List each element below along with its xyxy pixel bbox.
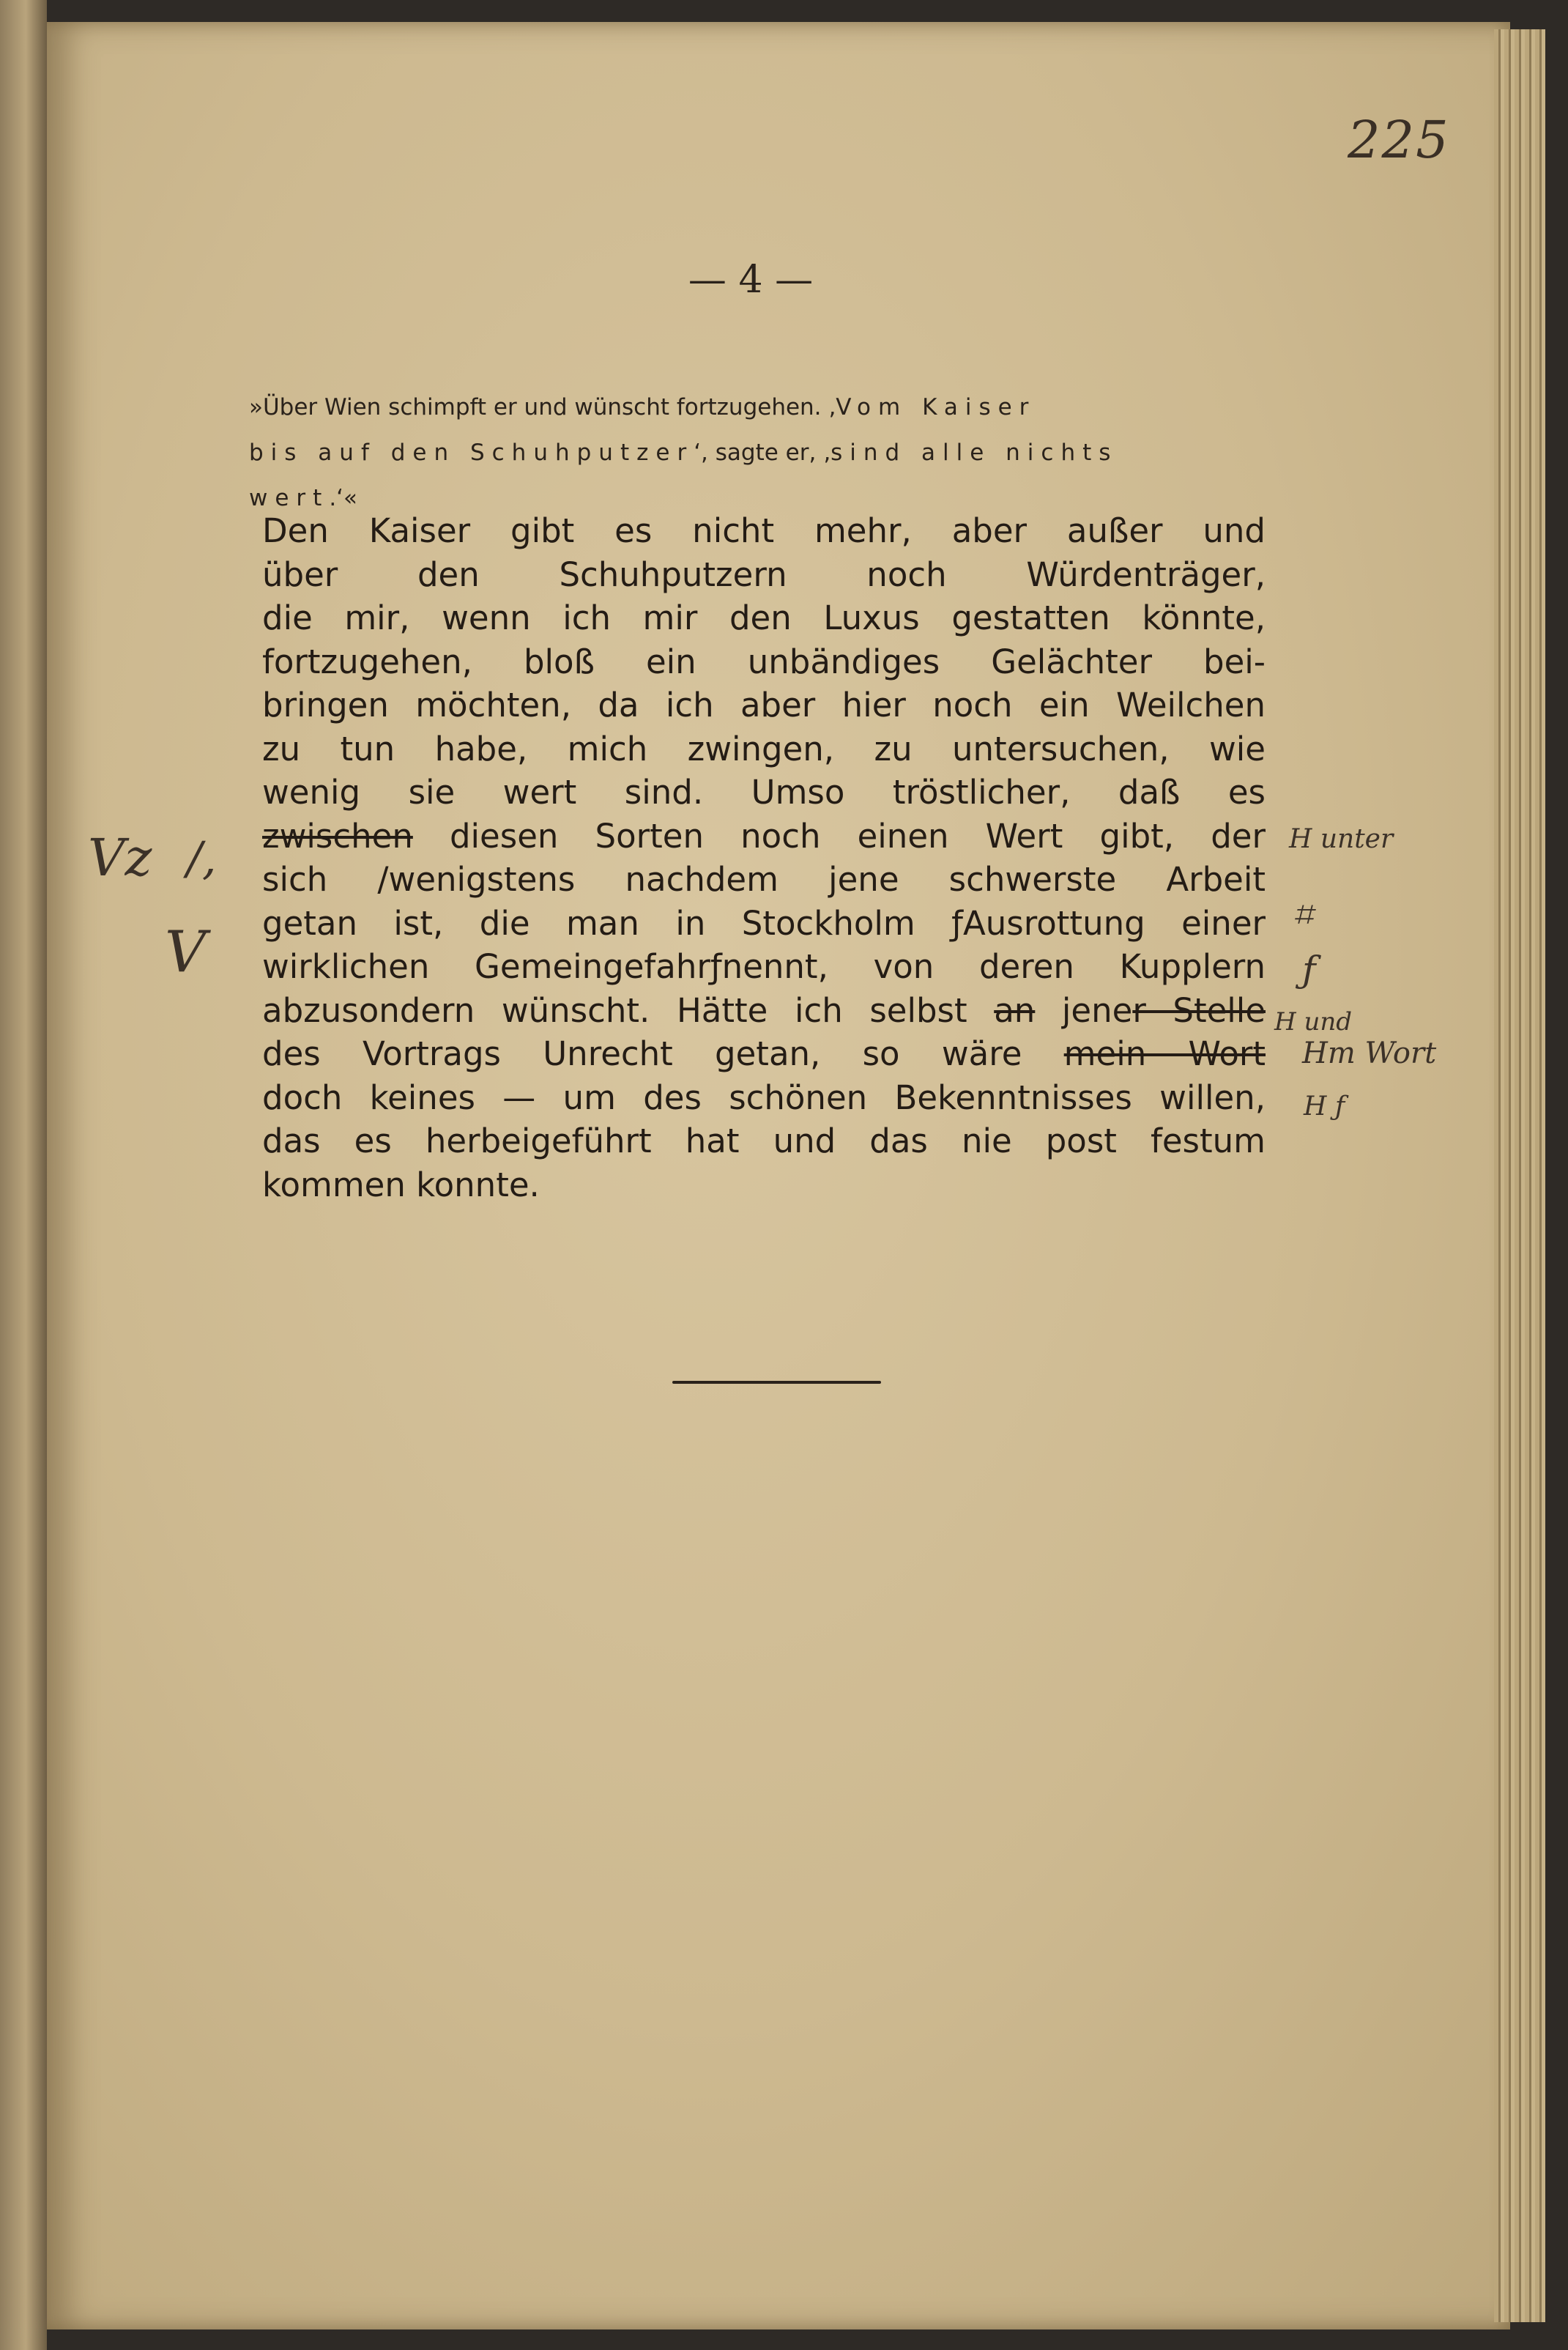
text-line: des Vortrags Unrecht getan, so wäre mein Wort — [262, 1034, 1266, 1073]
margin-note-left: V — [165, 919, 207, 985]
text-line: bringen möchten, da ich aber hier noch ein Weilchen — [262, 686, 1266, 724]
struck-word: zwischen — [262, 816, 413, 856]
margin-note-right: H ƒ — [1304, 1091, 1345, 1122]
quote-line: »Über Wien schimpft er und wünscht fortzugehen. ‚Vom Kaiser — [249, 394, 1036, 420]
text-line: abzusondern wünscht. Hätte ich selbst an jener Stelle — [262, 990, 1266, 1030]
text-line: wirklichen Gemeingefahrƒnennt, von deren Kupplern — [262, 947, 1266, 986]
quote-line: bis auf den Schuhputzer‘, sagte er, ‚sind alle nichts — [249, 440, 1118, 466]
struck-word: mein Wort — [1063, 1034, 1266, 1073]
text-line: getan ist, die man in Stockholm ƒAusrottung einer — [262, 903, 1266, 943]
text-line: die mir, wenn ich mir den Luxus gestatten könnte, — [262, 598, 1266, 637]
text-line: fortzugehen, bloß ein unbändiges Gelächter bei- — [262, 642, 1266, 681]
text-line: zu tun habe, mich zwingen, zu untersuchen, wie — [262, 729, 1266, 768]
quote-line: wert.‘« — [249, 485, 358, 511]
body-paragraph — [262, 509, 1266, 1206]
margin-note-right: H unter — [1289, 824, 1394, 854]
text-line: wenig sie wert sind. Umso tröstlicher, daß es — [262, 773, 1266, 812]
text-line: doch keines — um des schönen Bekenntnisses willen, — [262, 1078, 1266, 1117]
end-rule — [672, 1381, 881, 1384]
struck-word: r Stelle — [1132, 990, 1266, 1030]
page-stack-edge — [1494, 29, 1545, 2322]
facing-page-edge — [0, 0, 47, 2350]
margin-note-left: /, — [187, 831, 217, 885]
text-line: über den Schuhputzern noch Würdenträger, — [262, 555, 1266, 594]
margin-note-right: ⌗ — [1293, 894, 1313, 935]
block-quote — [249, 385, 1282, 521]
margin-note-left: Vz — [88, 828, 152, 888]
text-line: Den Kaiser gibt es nicht mehr, aber außer und — [262, 511, 1266, 550]
margin-note-right: ƒ — [1302, 949, 1316, 991]
text-line: zwischen diesen Sorten noch einen Wert gibt, der — [262, 816, 1266, 856]
folio-number: 225 — [1348, 110, 1450, 170]
margin-note-right: H und — [1274, 1007, 1353, 1037]
page-number: — 4 — — [688, 258, 814, 302]
text-line: das es herbeigeführt hat und das nie post festum — [262, 1122, 1266, 1160]
text-line: kommen konnte. — [262, 1165, 540, 1204]
margin-note-right: Hm Wort — [1302, 1037, 1437, 1070]
struck-word: an — [994, 990, 1036, 1030]
text-line: sich /wenigstens nachdem jene schwerste Arbeit — [262, 860, 1266, 899]
